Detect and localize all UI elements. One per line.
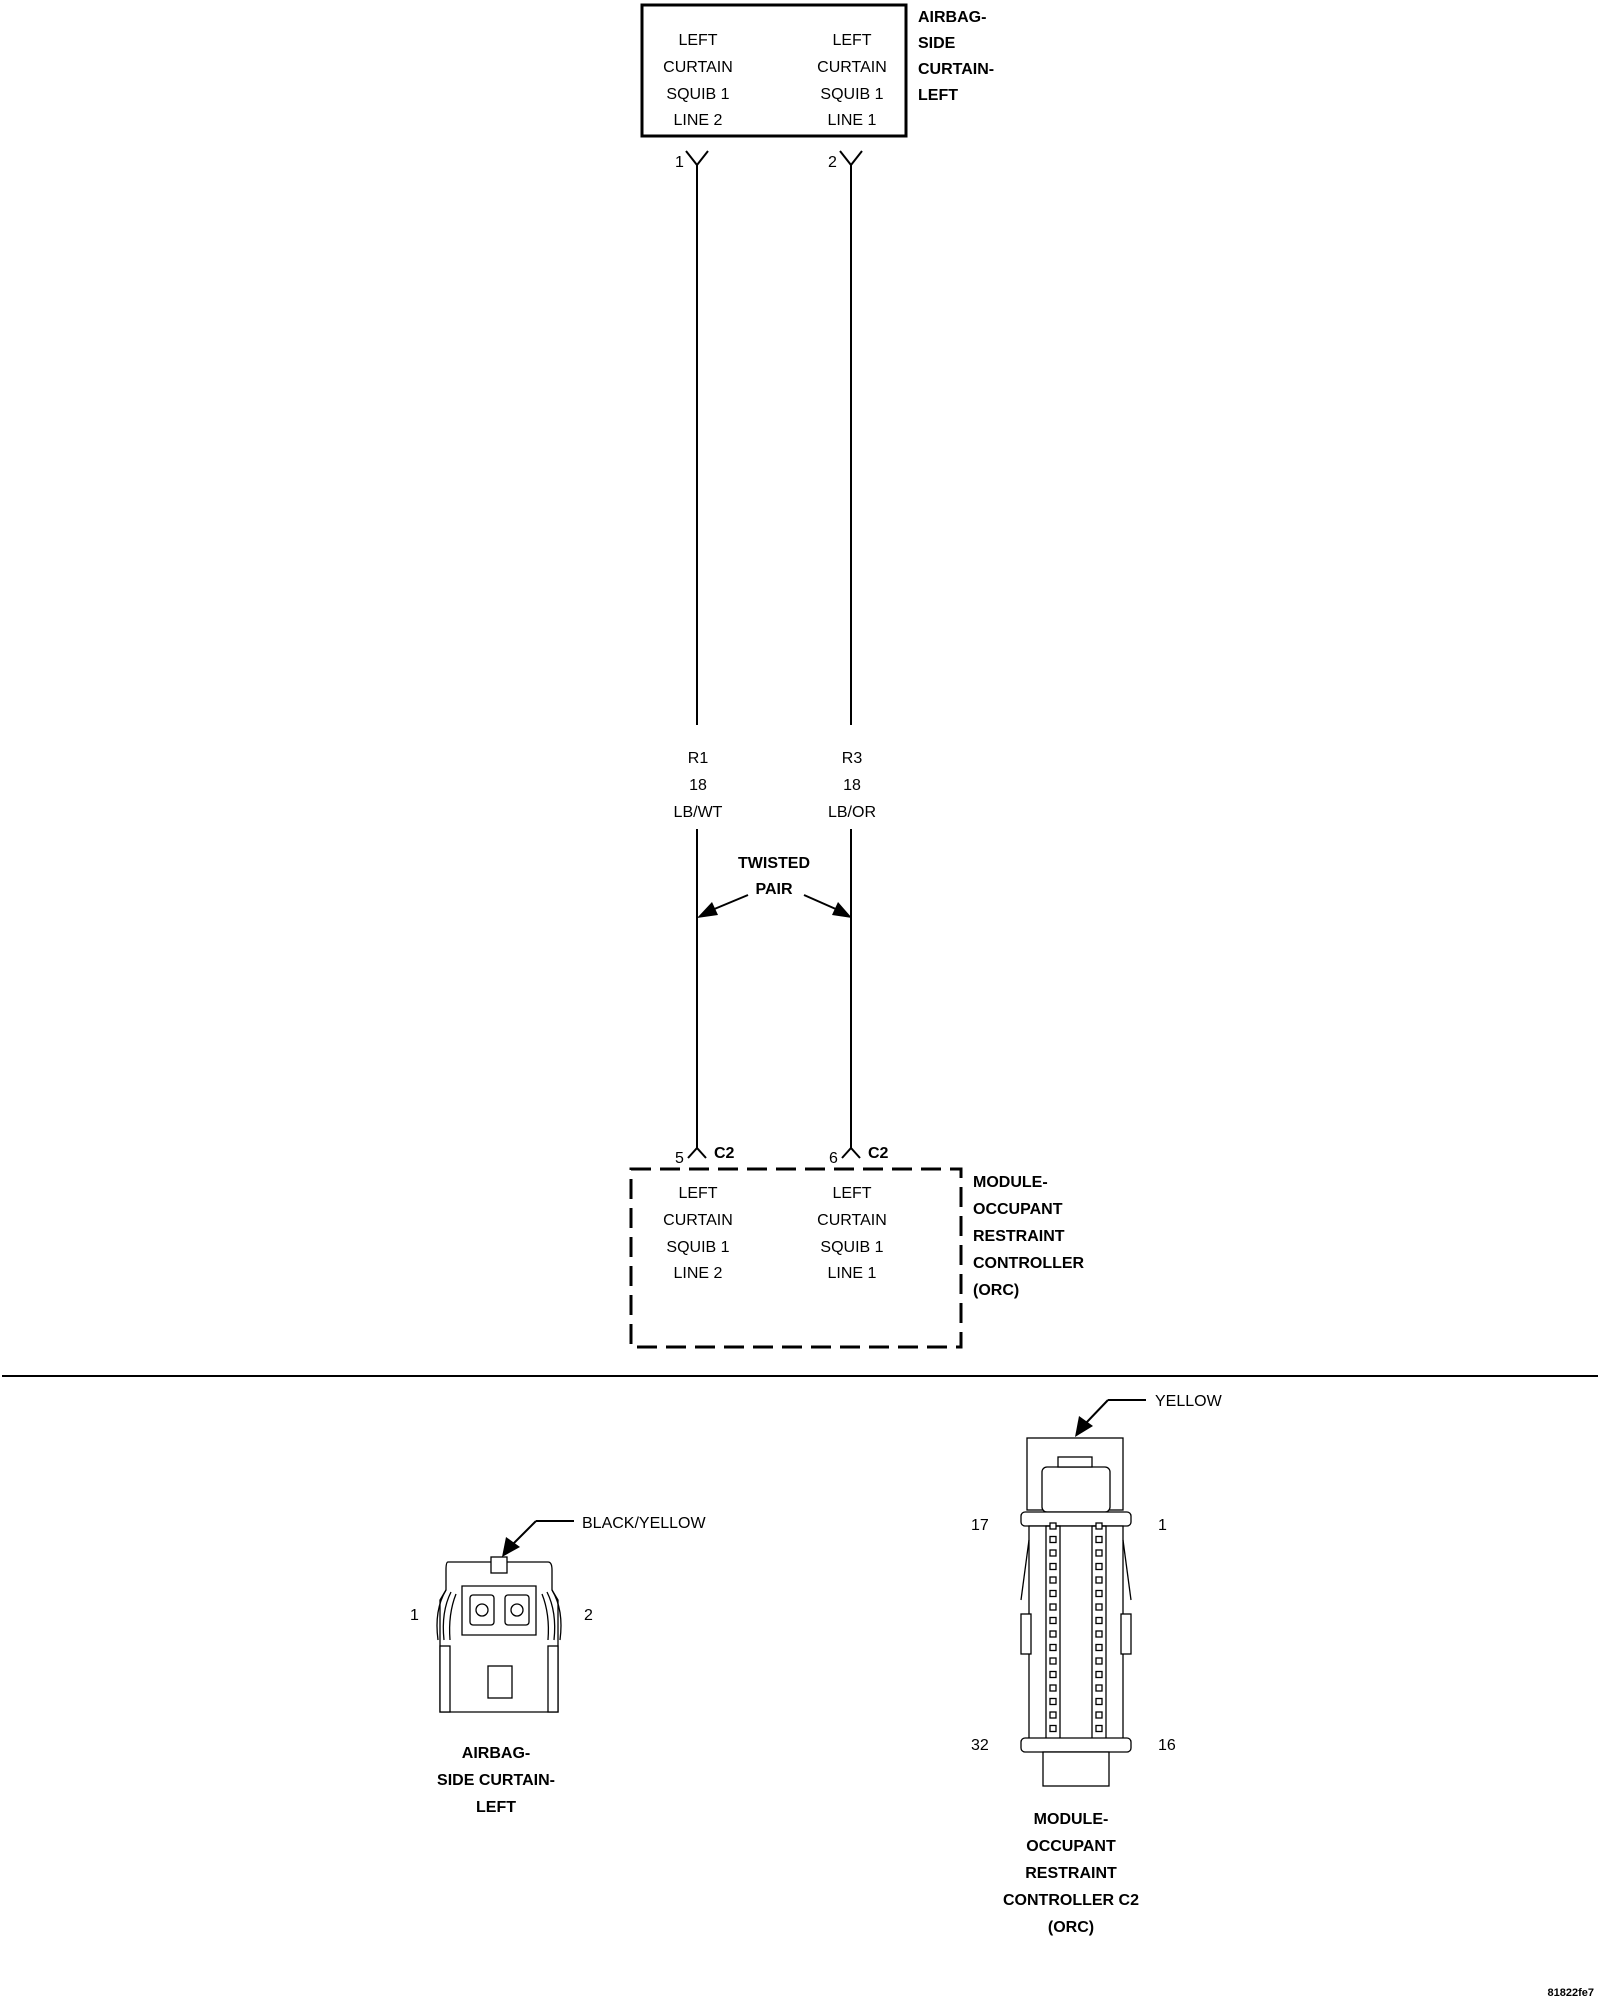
orc-left-col-2: CURTAIN — [663, 1212, 733, 1229]
orc-title-2: OCCUPANT — [973, 1201, 1063, 1218]
airbag-title-2: SIDE — [918, 35, 956, 52]
orc-pin-5 — [675, 1145, 735, 1167]
wire-r1-label — [674, 750, 723, 821]
airbag-title-3: CURTAIN- — [918, 61, 995, 78]
orc-pin-6 — [829, 1145, 889, 1167]
orc-cavity — [1050, 1537, 1056, 1543]
orc-cavity — [1050, 1550, 1056, 1556]
orc-cavity — [1050, 1604, 1056, 1610]
orc-connector-title-3: RESTRAINT — [1025, 1865, 1117, 1882]
orc-connector-pin-16: 16 — [1158, 1737, 1176, 1754]
twisted-pair-arrowhead-left — [697, 902, 718, 918]
orc-right-col-3: SQUIB 1 — [820, 1239, 884, 1256]
orc-right-col-1: LEFT — [832, 1185, 872, 1202]
airbag-connector-title-2: SIDE CURTAIN- — [437, 1772, 555, 1789]
orc-connector-lock — [1042, 1467, 1110, 1512]
airbag-right-col-3: SQUIB 1 — [820, 86, 884, 103]
orc-cavity — [1096, 1604, 1102, 1610]
airbag-left-col-3: SQUIB 1 — [666, 86, 730, 103]
wire-r1-color: LB/WT — [673, 804, 723, 821]
orc-cavity — [1096, 1550, 1102, 1556]
airbag-left-col-4: LINE 2 — [673, 112, 723, 129]
airbag-right-col-4: LINE 1 — [827, 112, 877, 129]
orc-cavity — [1096, 1699, 1102, 1705]
orc-right-col-4: LINE 1 — [827, 1265, 877, 1282]
orc-cavity — [1096, 1618, 1102, 1624]
orc-cavity — [1096, 1672, 1102, 1678]
airbag-pin-2 — [828, 151, 862, 171]
orc-cavity — [1050, 1685, 1056, 1691]
orc-title-5: (ORC) — [973, 1282, 1020, 1299]
orc-connector-title-2: OCCUPANT — [1026, 1838, 1116, 1855]
airbag-pin-1 — [675, 151, 708, 171]
orc-right-col-2: CURTAIN — [817, 1212, 887, 1229]
orc-cavity — [1096, 1577, 1102, 1583]
orc-module — [631, 1169, 1085, 1347]
airbag-right-col-2: CURTAIN — [817, 59, 887, 76]
orc-connector-pin-17: 17 — [971, 1517, 989, 1534]
orc-cavity — [1096, 1645, 1102, 1651]
orc-connector-view — [971, 1393, 1223, 1936]
twisted-pair-note — [697, 855, 852, 918]
orc-cavity — [1050, 1699, 1056, 1705]
orc-cavity — [1050, 1712, 1056, 1718]
twisted-pair-arrow-left — [712, 895, 748, 910]
twisted-pair-arrow-right — [804, 895, 838, 910]
wire-r3-color: LB/OR — [827, 804, 877, 821]
orc-connector-color: YELLOW — [1155, 1393, 1222, 1410]
airbag-right-col-1: LEFT — [832, 32, 872, 49]
orc-title-4: CONTROLLER — [973, 1255, 1085, 1272]
airbag-connector-pin-1: 1 — [410, 1607, 419, 1624]
orc-cavity — [1050, 1577, 1056, 1583]
orc-cavity — [1050, 1726, 1056, 1732]
orc-cavity — [1050, 1631, 1056, 1637]
orc-cavity — [1050, 1618, 1056, 1624]
orc-cavity — [1050, 1564, 1056, 1570]
figure-id: 81822fe7 — [1547, 1987, 1594, 1999]
twisted-pair-arrowhead-right — [832, 902, 852, 918]
orc-cavity — [1096, 1523, 1102, 1529]
orc-connector-body — [1029, 1526, 1123, 1746]
orc-cavity — [1096, 1712, 1102, 1718]
orc-cavity — [1050, 1645, 1056, 1651]
airbag-title-1: AIRBAG- — [918, 9, 987, 26]
airbag-pin-1-label: 1 — [675, 154, 684, 171]
airbag-connector-key — [491, 1557, 507, 1573]
orc-cavity — [1096, 1537, 1102, 1543]
airbag-connector-pin-2: 2 — [584, 1607, 593, 1624]
wire-r1-gauge: 18 — [689, 777, 707, 794]
orc-cavity — [1050, 1591, 1056, 1597]
orc-pin-6-connector: C2 — [868, 1145, 889, 1162]
orc-cavity — [1050, 1672, 1056, 1678]
wire-r3-gauge: 18 — [843, 777, 861, 794]
orc-cavity — [1096, 1726, 1102, 1732]
orc-pin-5-label: 5 — [675, 1150, 684, 1167]
airbag-left-col-2: CURTAIN — [663, 59, 733, 76]
orc-cavity — [1096, 1685, 1102, 1691]
orc-cavity — [1096, 1564, 1102, 1570]
airbag-connector-color: BLACK/YELLOW — [582, 1515, 706, 1532]
orc-cavity — [1050, 1523, 1056, 1529]
airbag-pin-2-label: 2 — [828, 154, 837, 171]
orc-connector-pin-32: 32 — [971, 1737, 989, 1754]
orc-left-col-4: LINE 2 — [673, 1265, 723, 1282]
orc-left-col-3: SQUIB 1 — [666, 1239, 730, 1256]
orc-pin-5-connector: C2 — [714, 1145, 735, 1162]
orc-connector-pin-1: 1 — [1158, 1517, 1167, 1534]
airbag-connector-title-1: AIRBAG- — [461, 1745, 531, 1762]
airbag-connector-title-3: LEFT — [476, 1799, 516, 1816]
wire-r1-circuit: R1 — [687, 750, 709, 767]
airbag-connector-view — [410, 1515, 707, 1816]
twisted-pair-label-1: TWISTED — [738, 855, 810, 872]
orc-connector-title-5: (ORC) — [1047, 1919, 1095, 1936]
orc-cavity — [1096, 1658, 1102, 1664]
wire-r3-circuit: R3 — [841, 750, 863, 767]
orc-connector-title-1: MODULE- — [1033, 1811, 1109, 1828]
orc-left-col-1: LEFT — [678, 1185, 718, 1202]
orc-cavity — [1050, 1658, 1056, 1664]
orc-title-1: MODULE- — [973, 1174, 1048, 1191]
wire-r3-label — [828, 750, 876, 821]
orc-cavity — [1096, 1631, 1102, 1637]
orc-pin-6-label: 6 — [829, 1150, 838, 1167]
airbag-title-4: LEFT — [918, 87, 958, 104]
orc-title-3: RESTRAINT — [973, 1228, 1065, 1245]
airbag-left-col-1: LEFT — [678, 32, 718, 49]
airbag-component — [642, 5, 994, 136]
orc-cavity — [1096, 1591, 1102, 1597]
orc-connector-title-4: CONTROLLER C2 — [1003, 1892, 1139, 1909]
twisted-pair-label-2: PAIR — [755, 881, 793, 898]
